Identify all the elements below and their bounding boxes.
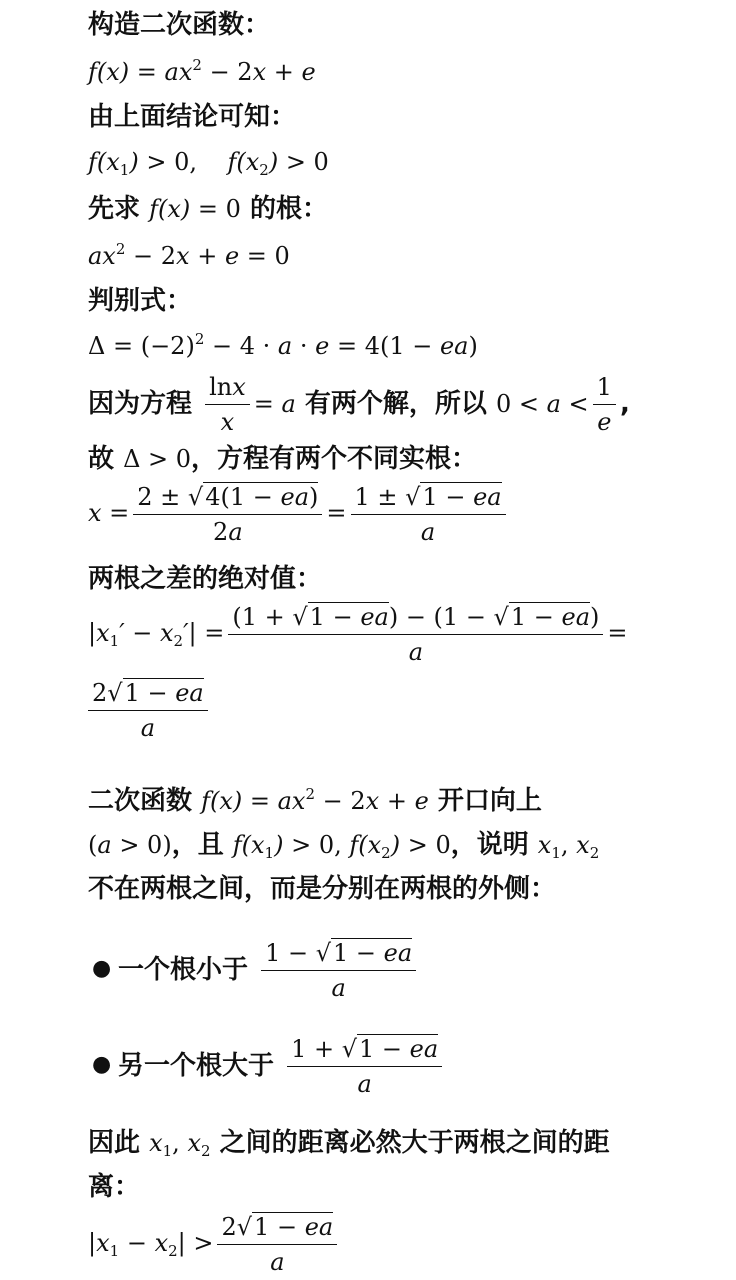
line-outside: 不在两根之间，而是分别在两根的外侧： [88, 874, 557, 904]
formula-roots: x = $\frac{2 \pm √4(1 - ea)}{2a}$ = $\frac{1 \pm √1 - ea}{a}$ [88, 480, 510, 549]
formula-final: $|x_1 - x_2|$ > $\frac{2√1 - ea}{a}$ [88, 1210, 341, 1279]
heading-construct: 构造二次函数： [88, 10, 271, 40]
heading-conclusion: 由上面结论可知： [88, 102, 297, 132]
line-condition: (a > 0)，且 $f(x_1) > 0$, $f(x_2) > 0$，说明 $x_1$, $x_2$ [88, 830, 600, 862]
line-quadratic: 二次函数 $f(x) = ax^2 - 2x + e$ 开口向上 [88, 785, 542, 816]
bullet-item-less: 一个根小于 $\frac{1 - √1 - ea}{a}$ [118, 936, 420, 1005]
bullet-item-greater: 另一个根大于 $\frac{1 + √1 - ea}{a}$ [118, 1032, 446, 1101]
heading-discriminant: 判别式： [88, 286, 193, 316]
formula-fx: $f(x) = ax^2 - 2x + e$ [88, 56, 316, 86]
line-therefore: 故 Δ > 0，方程有两个不同实根： [88, 444, 478, 474]
bullet-marker: ● [92, 1052, 112, 1077]
formula-conditions: $f(x_1) > 0$, $f(x_2) > 0$ [88, 148, 329, 179]
formula-discriminant: $\Delta = (-2)^2 - 4 \cdot a \cdot e = 4(1 - ea)$ [88, 330, 478, 360]
formula-difference-result: $\frac{2√1 - ea}{a}$ [88, 676, 212, 745]
heading-root: 先求 f(x) = 0 的根： [88, 194, 328, 224]
line-because: 因为方程 $\frac{\ln x}{x}$ = a 有两个解，所以 0 < a < $\frac{1}{e}$ , [88, 370, 630, 439]
formula-equation: $ax^2 - 2x + e = 0$ [88, 240, 290, 270]
line-hence: 因此 $x_1$, $x_2$ 之间的距离必然大于两根之间的距 [88, 1128, 610, 1160]
heading-difference: 两根之差的绝对值： [88, 564, 323, 594]
line-hence-cont: 离： [88, 1172, 141, 1202]
formula-difference: $|x_1' - x_2'|$ = $\frac{(1 + √1 - ea) - (1 - √1 - ea)}{a}$ = [88, 600, 628, 669]
bullet-marker: ● [92, 956, 112, 981]
